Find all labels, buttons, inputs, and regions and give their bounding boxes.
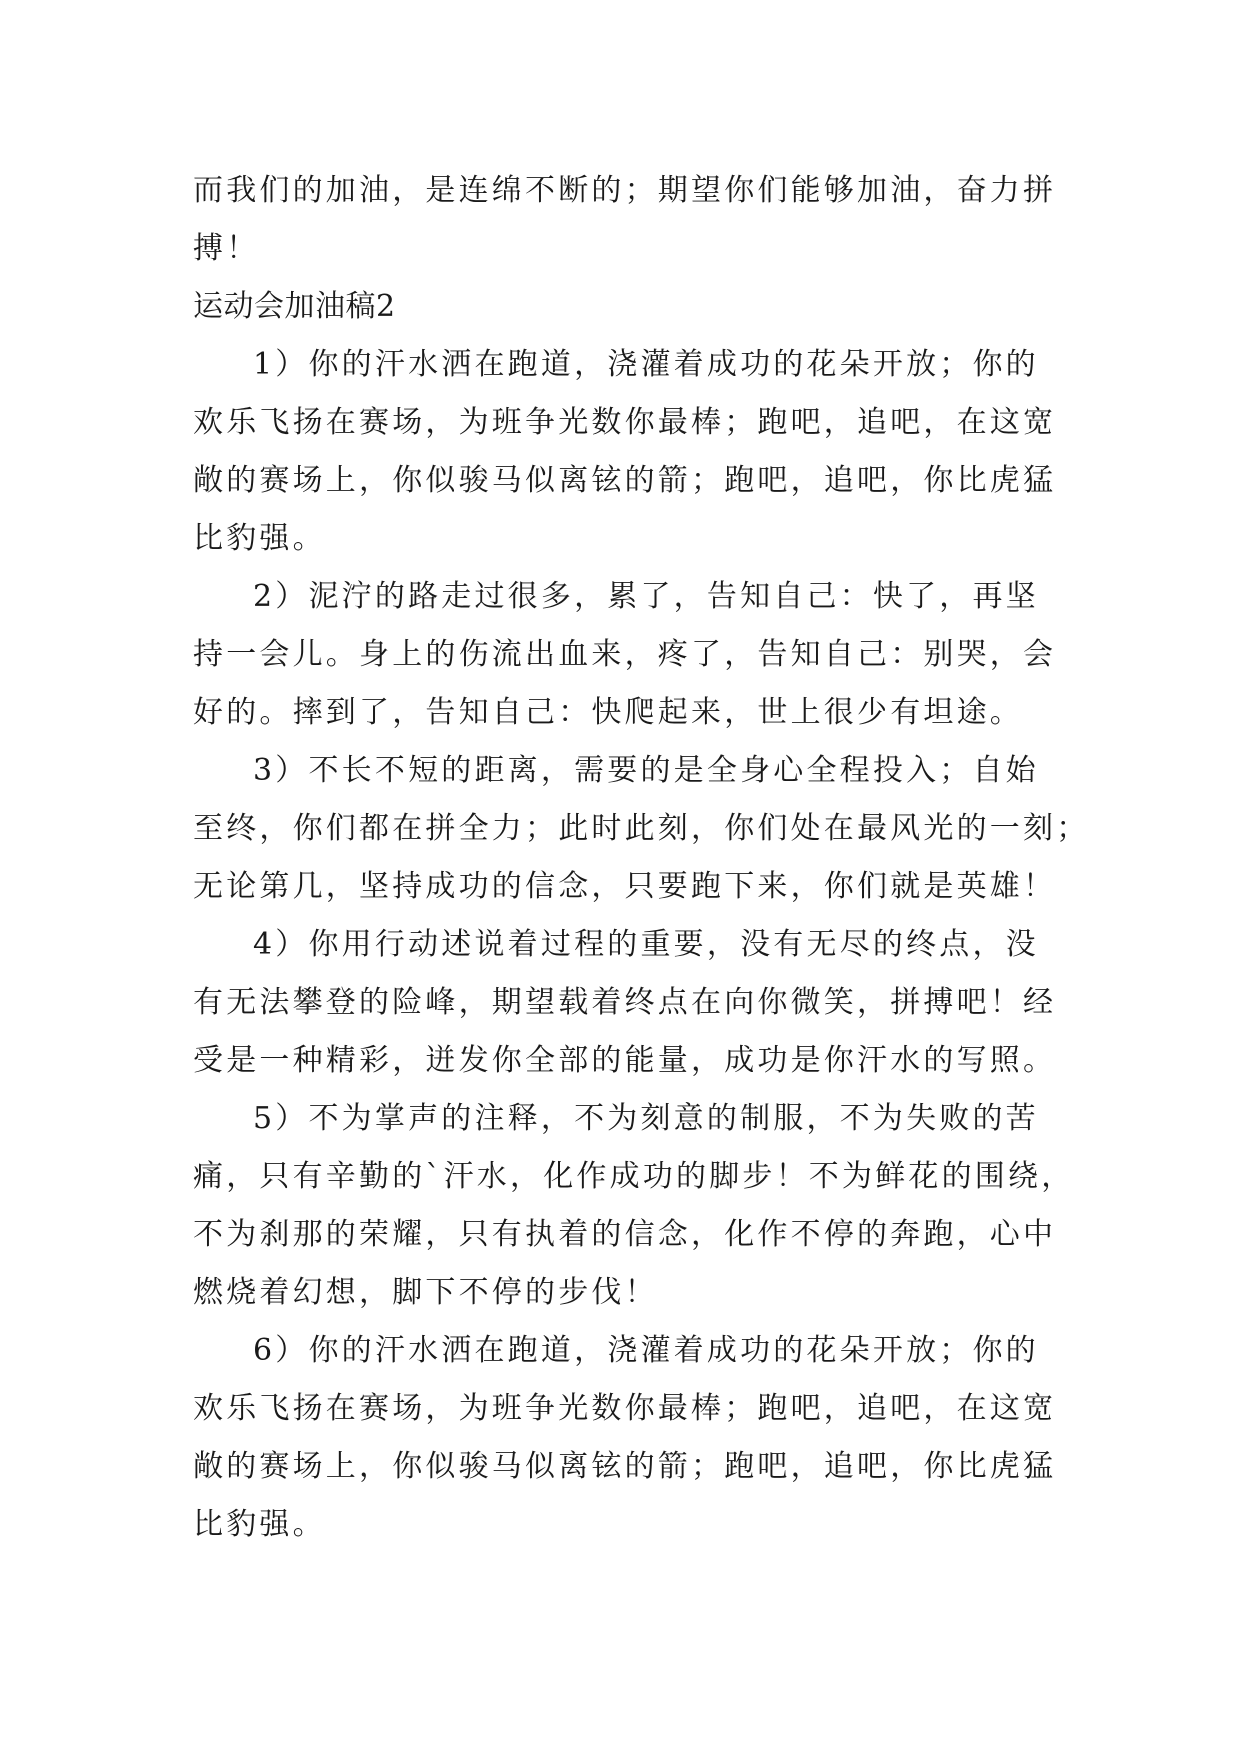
text-line: 无论第几，坚持成功的信念，只要跑下来，你们就是英雄！ bbox=[193, 869, 1057, 904]
text-line: 4）你用行动述说着过程的重要，没有无尽的终点，没 bbox=[253, 927, 1039, 962]
text-line: 而我们的加油，是连绵不断的；期望你们能够加油，奋力拼 bbox=[193, 173, 1057, 208]
text-line: 欢乐飞扬在赛场，为班争光数你最棒；跑吧，追吧，在这宽 bbox=[193, 405, 1057, 440]
text-line: 有无法攀登的险峰，期望载着终点在向你微笑，拼搏吧！经 bbox=[193, 985, 1057, 1020]
text-line: 燃烧着幻想，脚下不停的步伐！ bbox=[193, 1275, 658, 1310]
text-line: 敞的赛场上，你似骏马似离铉的箭；跑吧，追吧，你比虎猛 bbox=[193, 1449, 1057, 1484]
paragraph-1 bbox=[193, 336, 1057, 568]
text-line: 持一会儿。身上的伤流出血来，疼了，告知自己：别哭，会 bbox=[193, 637, 1057, 672]
paragraph-4 bbox=[193, 916, 1057, 1090]
text-line: 1）你的汗水洒在跑道，浇灌着成功的花朵开放；你的 bbox=[253, 347, 1039, 382]
text-line: 比豹强。 bbox=[193, 521, 326, 556]
text-line: 3）不长不短的距离，需要的是全身心全程投入；自始 bbox=[253, 753, 1039, 788]
text-line: 比豹强。 bbox=[193, 1507, 326, 1542]
paragraph-5 bbox=[193, 1090, 1075, 1322]
text-line: 2）泥泞的路走过很多，累了，告知自己：快了，再坚 bbox=[253, 579, 1039, 614]
text-line: 6）你的汗水洒在跑道，浇灌着成功的花朵开放；你的 bbox=[253, 1333, 1039, 1368]
text-line: 欢乐飞扬在赛场，为班争光数你最棒；跑吧，追吧，在这宽 bbox=[193, 1391, 1057, 1426]
text-line: 搏！ bbox=[193, 231, 260, 266]
paragraph-2 bbox=[193, 568, 1057, 742]
text-line: 5）不为掌声的注释，不为刻意的制服，不为失败的苦 bbox=[253, 1101, 1039, 1136]
text-line: 至终，你们都在拼全力；此时此刻，你们处在最风光的一刻； bbox=[193, 811, 1090, 846]
text-line: 受是一种精彩，迸发你全部的能量，成功是你汗水的写照。 bbox=[193, 1043, 1057, 1078]
text-line: 好的。摔到了，告知自己：快爬起来，世上很少有坦途。 bbox=[193, 695, 1023, 730]
document-page bbox=[193, 162, 1090, 1554]
paragraph-3 bbox=[193, 742, 1090, 916]
section-heading: 运动会加油稿2 bbox=[193, 289, 396, 324]
text-line: 不为刹那的荣耀，只有执着的信念，化作不停的奔跑，心中 bbox=[193, 1217, 1057, 1252]
text-line: 痛，只有辛勤的`汗水，化作成功的脚步！不为鲜花的围绕， bbox=[193, 1159, 1075, 1194]
text-line: 敞的赛场上，你似骏马似离铉的箭；跑吧，追吧，你比虎猛 bbox=[193, 463, 1057, 498]
continued-paragraph bbox=[193, 162, 1057, 278]
paragraph-6 bbox=[193, 1322, 1057, 1554]
